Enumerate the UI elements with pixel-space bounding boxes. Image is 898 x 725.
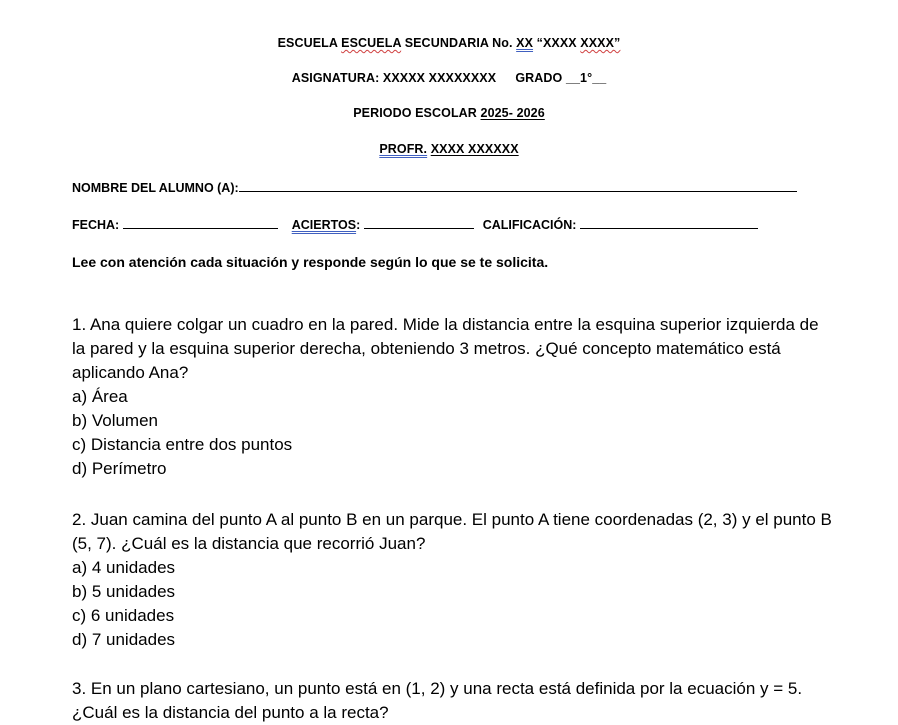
question-text: 2. Juan camina del punto A al punto B en un parque. El punto A tiene coordenadas (2, 3) y el punto B (5, 7). ¿Cuál es la distancia que recorrió Juan?: [72, 510, 832, 553]
teacher-label: PROFR.: [379, 142, 428, 156]
grade-value: __1°__: [565, 71, 607, 85]
teacher-header: [0, 142, 898, 156]
question-1: [72, 313, 832, 481]
student-name-label: NOMBRE DEL ALUMNO (A):: [72, 181, 239, 195]
teacher-name: XXXX XXXXXX: [430, 142, 519, 156]
option-b: b) 5 unidades: [72, 582, 176, 601]
school-name-quote: “XXXX: [536, 36, 577, 50]
student-name-blank[interactable]: [239, 178, 797, 192]
school-header: [0, 36, 898, 50]
subject-header: [0, 71, 898, 85]
period-header: [0, 106, 898, 120]
instructions: Lee con atención cada situación y responde según lo que se te solicita.: [72, 254, 549, 270]
question-text: 3. En un plano cartesiano, un punto está en (1, 2) y una recta está definida por la ecuación y = 5. ¿Cuál es la distancia del punto a la recta?: [72, 679, 803, 722]
option-d: d) Perímetro: [72, 459, 167, 478]
school-word: ESCUELA: [277, 36, 338, 50]
period-value: 2025- 2026: [480, 106, 545, 120]
option-b: b) Volumen: [72, 411, 158, 430]
option-c: c) Distancia entre dos puntos: [72, 435, 293, 454]
school-number: XX: [516, 36, 534, 50]
student-name-row: [72, 178, 797, 195]
question-text: 1. Ana quiere colgar un cuadro en la pared. Mide la distancia entre la esquina superior izquierda de la pared y la esquina superior derecha, obteniendo 3 metros. ¿Qué concepto matemático está aplicando Ana?: [72, 315, 819, 382]
school-rest: SECUNDARIA No.: [404, 36, 513, 50]
grade-field-label: CALIFICACIÓN:: [482, 218, 577, 232]
hits-label: ACIERTOS: [291, 218, 357, 232]
period-label: PERIODO ESCOLAR: [353, 106, 477, 120]
option-a: a) Área: [72, 387, 128, 406]
grade-label: GRADO: [515, 71, 563, 85]
question-3: [72, 677, 832, 725]
question-2: [72, 508, 832, 652]
hits-blank[interactable]: [364, 215, 474, 229]
option-d: d) 7 unidades: [72, 630, 176, 649]
date-label: FECHA:: [72, 218, 120, 232]
grade-blank[interactable]: [580, 215, 758, 229]
school-word-duplicate: ESCUELA: [341, 36, 402, 50]
subject-label: ASIGNATURA: XXXXX XXXXXXXX: [291, 71, 497, 85]
option-a: a) 4 unidades: [72, 558, 176, 577]
date-blank[interactable]: [123, 215, 278, 229]
option-c: c) 6 unidades: [72, 606, 175, 625]
school-name-end: XXXX”: [580, 36, 621, 50]
date-hits-grade-row: [72, 215, 758, 232]
hits-colon: :: [356, 218, 361, 232]
